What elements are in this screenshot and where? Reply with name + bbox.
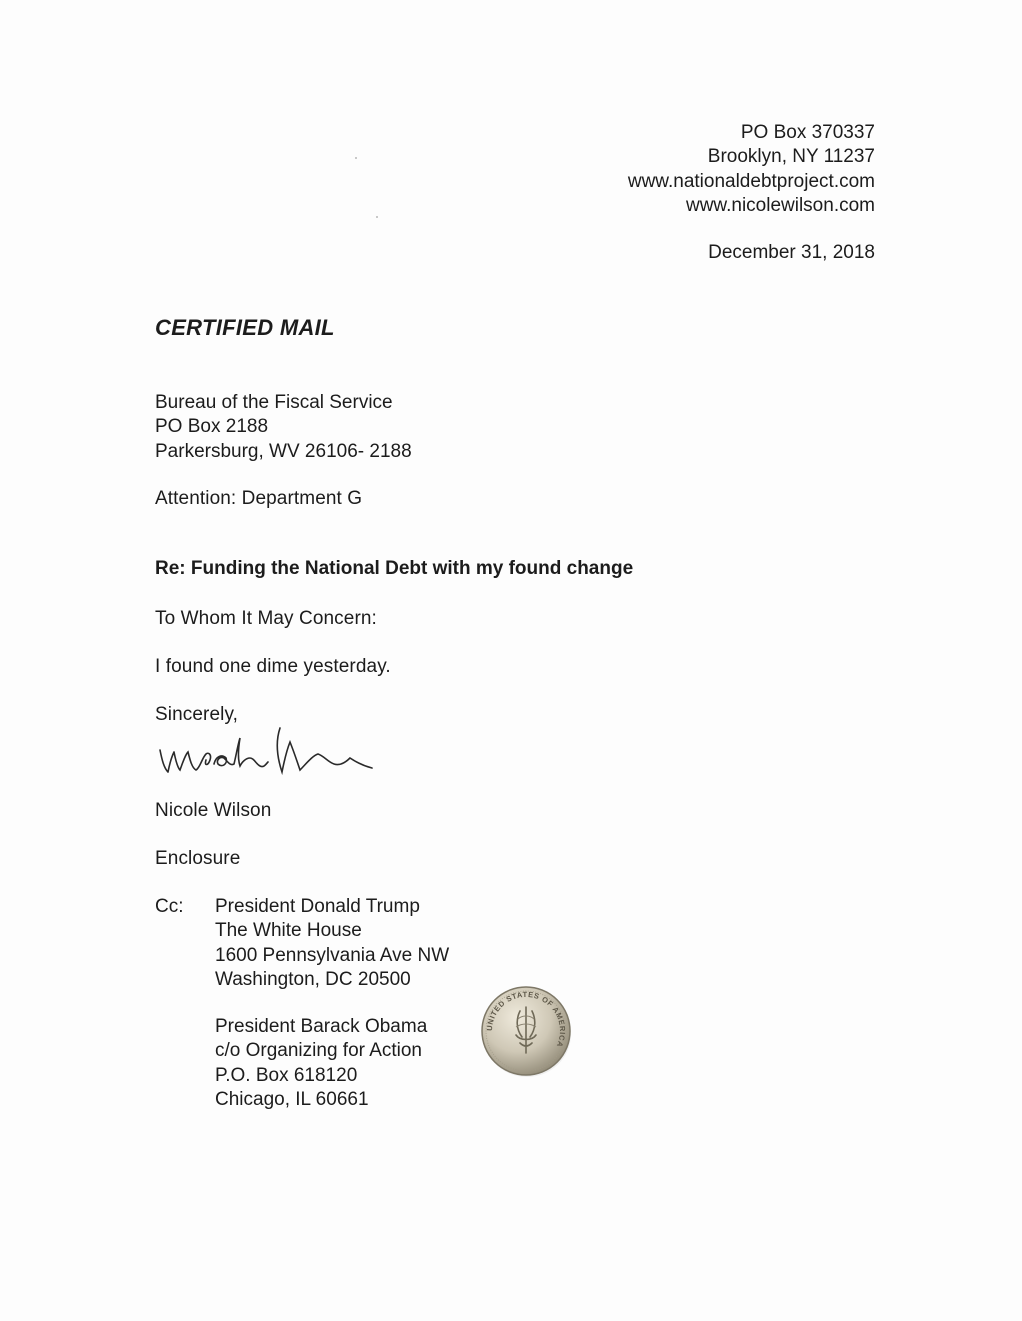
salutation: To Whom It May Concern: bbox=[155, 608, 377, 629]
scan-speck bbox=[376, 216, 378, 218]
attention-line: Attention: Department G bbox=[155, 488, 363, 509]
subject-line: Re: Funding the National Debt with my found change bbox=[155, 558, 634, 579]
sender-website-2: www.nicolewilson.com bbox=[685, 194, 875, 216]
cc1-line-4: Washington, DC 20500 bbox=[215, 968, 411, 990]
cc2-name: President Barack Obama bbox=[215, 1016, 428, 1037]
cc2-line-3: P.O. Box 618120 bbox=[215, 1064, 358, 1086]
cc1-line-2: The White House bbox=[215, 920, 362, 942]
sender-website-1: www.nationaldebtproject.com bbox=[627, 170, 875, 192]
letter-date: December 31, 2018 bbox=[708, 242, 875, 263]
certified-mail-heading: CERTIFIED MAIL bbox=[155, 315, 335, 340]
scan-speck bbox=[355, 157, 357, 159]
cc-label: Cc: bbox=[155, 896, 184, 917]
sender-city: Brooklyn, NY 11237 bbox=[707, 146, 875, 168]
cc-recipient-1 bbox=[215, 895, 449, 992]
letter-body: I found one dime yesterday. bbox=[155, 656, 391, 677]
recipient-po-box: PO Box 2188 bbox=[155, 416, 269, 438]
sender-address bbox=[628, 121, 875, 218]
cc2-line-2: c/o Organizing for Action bbox=[215, 1040, 422, 1062]
sender-po-box: PO Box 370337 bbox=[740, 122, 875, 143]
signer-name: Nicole Wilson bbox=[155, 800, 272, 821]
recipient-name: Bureau of the Fiscal Service bbox=[155, 392, 393, 413]
recipient-city: Parkersburg, WV 26106- 2188 bbox=[155, 440, 412, 462]
dime-coin-image bbox=[480, 985, 572, 1077]
svg-text:UNITED STATES OF AMERICA: UNITED STATES OF AMERICA bbox=[484, 989, 568, 1049]
handwritten-signature bbox=[150, 722, 390, 782]
cc2-line-4: Chicago, IL 60661 bbox=[215, 1088, 369, 1110]
closing: Sincerely, bbox=[155, 704, 239, 725]
cc-recipient-2 bbox=[215, 1015, 427, 1112]
enclosure-note: Enclosure bbox=[155, 848, 241, 869]
cc1-line-3: 1600 Pennsylvania Ave NW bbox=[215, 944, 450, 966]
recipient-address bbox=[155, 391, 412, 464]
cc1-name: President Donald Trump bbox=[215, 896, 420, 917]
